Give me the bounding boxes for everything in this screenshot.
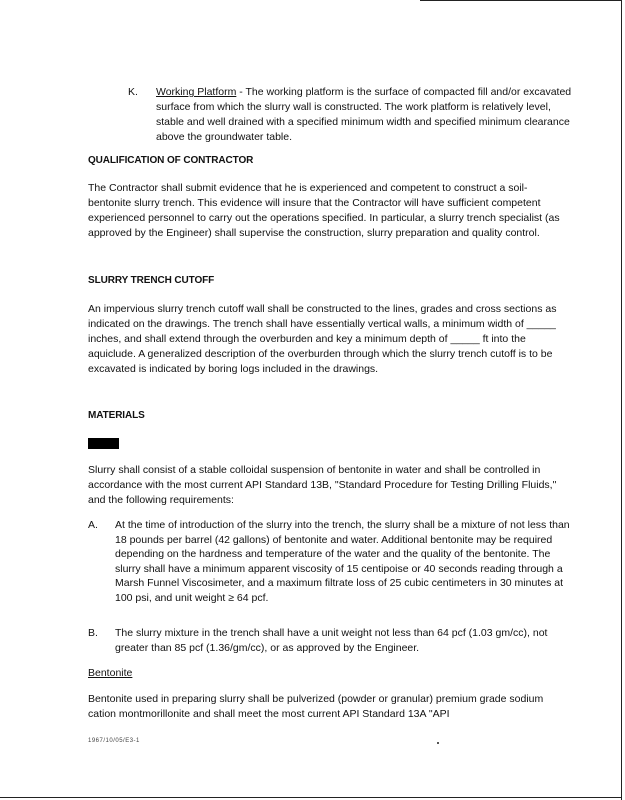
cutoff-heading: SLURRY TRENCH CUTOFF	[88, 275, 215, 286]
bentonite-subheading: Bentonite	[88, 667, 133, 679]
bentonite-paragraph: Bentonite used in preparing slurry shall be pulverized (powder or granular) premium grade sodium cation montmorillonite and shall meet the most current API Standard 13A "API	[88, 693, 544, 720]
qualification-paragraph: The Contractor shall submit evidence that he is experienced and competent to construct a soil-bentonite slurry trench. This evidence will insure that the Contractor will have sufficient competent experienced personnel to carry out the operations specified. In particular, a slurry trench specialist (as approved by the Engineer) shall supervise the construction, slurry preparation and quality control.	[88, 182, 560, 239]
materials-heading: MATERIALS	[88, 410, 145, 421]
materials-item-a-text: At the time of introduction of the slurry into the trench, the slurry shall be a mixture of not less than 18 pounds per barrel (42 gallons) of bentonite and water. Additional bentonite may be required depending on the hardness and temperature of the water and the quality of the bentonite. The slurry shall have a minimum apparent viscosity of 15 centipoise or 40 seconds reading through a Marsh Funnel Viscosimeter, and a maximum filtrate loss of 25 cubic centimeters in 30 minutes at 100 psi, and unit weight ≥ 64 pcf.	[115, 519, 570, 604]
item-k-label: K.	[128, 86, 138, 98]
page-border-bottom	[0, 797, 622, 798]
page-border-right	[621, 0, 622, 800]
definition-item-k	[128, 85, 573, 145]
materials-item-b-text: The slurry mixture in the trench shall have a unit weight not less than 64 pcf (1.03 gm/cc), not greater than 85 pcf (1.36/gm/cc), or as approved by the Engineer.	[115, 627, 548, 654]
redacted-block	[88, 438, 119, 449]
materials-intro: Slurry shall consist of a stable colloidal suspension of bentonite in water and shall be controlled in accordance with the most current API Standard 13B, "Standard Procedure for Testing Drilling Fluids," and the following requirements:	[88, 464, 557, 506]
item-k-text: - The working platform is the surface of compacted fill and/or excavated surface from which the slurry wall is constructed. The work platform is relatively level, stable and well drained with a specified minimum width and specified minimum clearance above the groundwater table.	[156, 86, 572, 143]
materials-item-b	[88, 626, 573, 655]
footer-code: 1967/10/05/E3-1	[88, 738, 140, 744]
cutoff-paragraph: An impervious slurry trench cutoff wall shall be constructed to the lines, grades and cross sections as indicated on the drawings. The trench shall have essentially vertical walls, a minimum width of _____ inches, and shall extend through the overburden and key a minimum depth of _____ ft into the aquiclude. A generalized description of the overburden through which the slurry trench cutoff is to be excavated is indicated by boring logs included in the drawings.	[88, 303, 557, 375]
page-border-top	[420, 0, 622, 1]
qualification-heading: QUALIFICATION OF CONTRACTOR	[88, 155, 254, 166]
materials-item-b-label: B.	[88, 627, 98, 639]
item-k-term: Working Platform	[156, 86, 237, 98]
materials-item-a-label: A.	[88, 519, 98, 531]
materials-item-a	[88, 518, 573, 605]
scan-speck	[437, 742, 439, 744]
item-k-body	[156, 85, 573, 145]
